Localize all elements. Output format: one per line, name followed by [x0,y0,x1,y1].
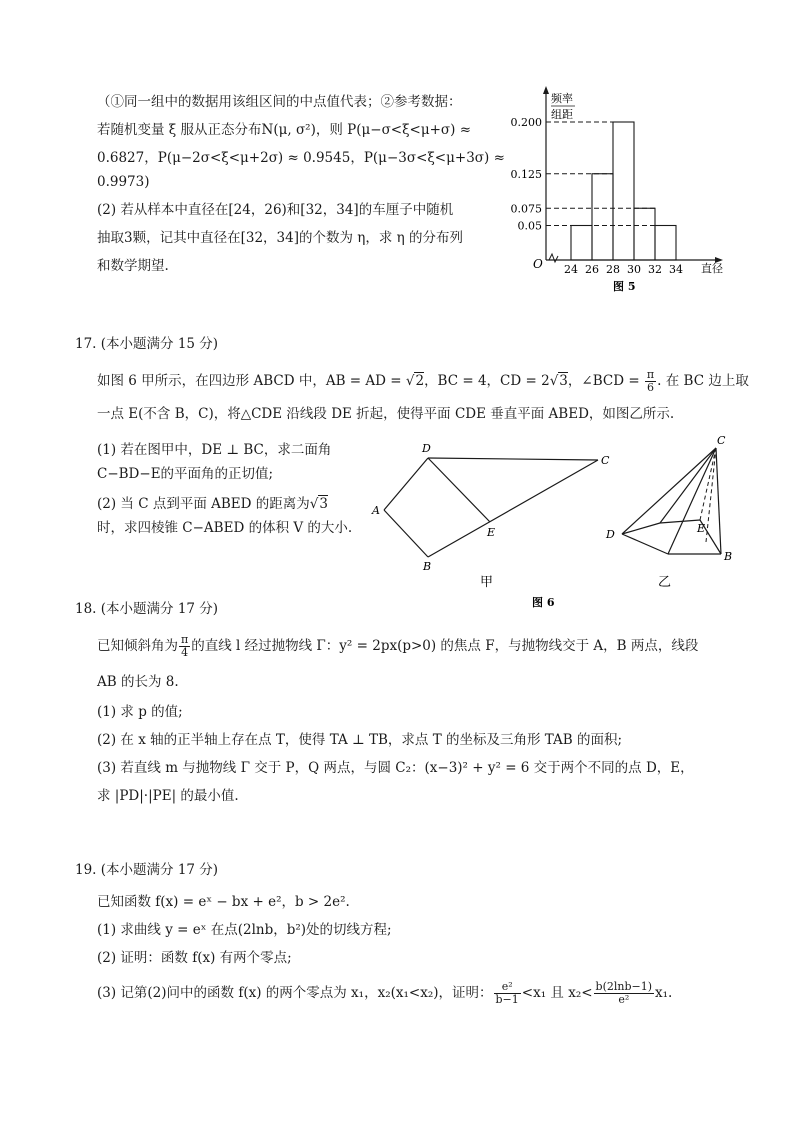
yi-caption: 乙 [658,575,672,590]
dashed-height [706,448,716,542]
y-axis-arrow [543,86,549,94]
q18-frac-den: 4 [181,646,189,659]
x-tick-label: 24 [564,263,578,276]
q19-part3-text-c: x₁. [655,985,673,1001]
q17-sqrt2: 2 [415,373,425,389]
origin-label: O [533,257,543,271]
q17-part1-line1: (1) 若在图甲中，DE ⊥ BC，求二面角 [97,442,332,458]
q19-frac2-num: b(2lnb−1) [595,980,653,993]
q19-frac2-den: e² [618,993,630,1006]
histogram-bar [592,174,613,260]
q18-text-a: 已知倾斜角为 [97,638,178,654]
q19-part2: (2) 证明：函数 f(x) 有两个零点; [97,950,292,966]
jia-label-D: D [422,442,431,455]
jia-label-E: E [487,526,496,539]
x-tick-label: 26 [585,263,599,276]
yi-label-D: D [606,528,615,541]
edge-BC [428,460,598,557]
q19-fraction-1 [494,981,521,1006]
q19-fraction-2 [594,981,654,1006]
q17-frac-den: 6 [647,381,655,394]
q18-statement-line1 [97,633,698,659]
q17-part2-text: (2) 当 C 点到平面 ABED 的距离为 [97,496,310,512]
histogram-bar [655,226,676,261]
q17-text-b: ，BC = 4，CD = 2 [424,373,550,389]
histogram-bar [634,208,655,260]
q18-frac-num: π [181,633,189,646]
yi-label-E: E [697,522,706,535]
q19-heading: 19. (本小题满分 17 分) [75,862,219,878]
q19-part1: (1) 求曲线 y = eˣ 在点(2lnb，b²)处的切线方程; [97,922,392,938]
x-tick-label: 34 [669,263,683,276]
x-tick-label: 32 [648,263,662,276]
y-tick-label: 0.075 [510,202,542,216]
jia-label-A: A [372,504,380,517]
q17-text-a: 如图 6 甲所示，在四边形 ABCD 中，AB = AD = [97,373,406,389]
edge-DC [428,458,598,460]
q18-text-b: 的直线 l 经过抛物线 Γ：y² = 2px(p>0) 的焦点 F，与抛物线交于 A，B 两点，线段 [191,638,699,654]
q19-statement: 已知函数 f(x) = eˣ − bx + e²，b > 2e². [97,894,350,910]
figure6-caption: 图 6 [532,596,555,609]
q18-part3-line1: (3) 若直线 m 与抛物线 Γ 交于 P，Q 两点，与圆 C₂：(x−3)² + y² = 6 交于两个不同的点 D，E， [97,760,694,776]
q17-sqrt3: 3 [559,373,568,389]
x-axis-label: 直径 [701,262,723,275]
q19-frac1-den: b−1 [495,993,519,1006]
q17-heading: 17. (本小题满分 15 分) [75,336,219,352]
q19-frac1-num: e² [494,981,521,994]
jia-label-C: C [601,454,610,467]
axis-break-mark [549,254,558,262]
edge-DB-front [622,534,668,554]
q18-part3-line2: 求 |PD|·|PE| 的最小值. [97,788,239,804]
q19-part3-text-b: <x₁ 且 x₂< [521,985,593,1001]
histogram-bar [613,122,634,260]
q16-note-line1: （①同一组中的数据用该组区间的中点值代表；②参考数据： [97,94,462,110]
q17-fraction-pi-6 [645,369,656,394]
edge-AE-yi [660,520,700,523]
jia-label-B: B [423,560,432,573]
y-label-top: 频率 [551,92,573,105]
q19-part3 [97,978,672,1008]
q16-note-line4: 0.9973) [97,174,150,190]
q16-part2-line3: 和数学期望. [97,258,169,274]
q18-part2: (2) 在 x 轴的正半轴上存在点 T，使得 TA ⊥ TB，求点 T 的坐标及三角形 TAB 的面积; [97,732,623,748]
q17-part2-line2: 时，求四棱锥 C−ABED 的体积 V 的大小. [97,520,353,536]
x-tick-label: 28 [606,263,620,276]
q17-part1-line2: C−BD−E的平面角的正切值; [97,466,274,482]
y-tick-label: 0.125 [510,167,542,181]
q18-heading: 18. (本小题满分 17 分) [75,601,219,617]
yi-label-C: C [717,434,726,447]
histogram-bar [571,226,592,261]
figure5-caption: 图 5 [613,280,636,293]
q16-part2-line2: 抽取3颗，记其中直径在[32，34]的个数为 η，求 η 的分布列 [97,230,464,246]
q17-frac-num: π [646,368,655,381]
y-tick-label: 0.200 [510,116,542,129]
q17-part2-line1: (2) 当 C 点到平面 ABED 的距离为√3 [97,496,328,512]
edge-DA [384,458,428,510]
q18-fraction-pi-4 [179,634,190,659]
q17-statement-line2: 一点 E(不含 B，C)，将△CDE 沿线段 DE 折起，使得平面 CDE 垂直平面 ABED，如图乙所示. [97,406,675,422]
edge-front-C [668,448,716,554]
q17-text-d: . 在 BC 边上取 [657,373,749,389]
edge-BC-yi [716,448,721,554]
q17-text-c: ，∠BCD = [567,373,644,389]
q18-statement-line2: AB 的长为 8. [97,674,179,690]
y-label-bottom: 组距 [551,108,573,121]
histogram-figure5 [505,82,735,297]
q17-statement-line1: 如图 6 甲所示，在四边形 ABCD 中，AB = AD = √2，BC = 4，CD = 2√3，∠BCD = $\frac{\pi}{6}$ . 在 BC 边上取 [97,368,749,394]
figure6-jia-quadrilateral [384,458,598,557]
y-tick-label: 0.05 [517,219,542,233]
edge-AB [384,510,428,557]
q19-part3-text-a: (3) 记第(2)问中的函数 f(x) 的两个零点为 x₁，x₂(x₁<x₂)，证明： [97,985,493,1001]
q17-part2-sqrt3: 3 [319,496,328,512]
q16-note-line2: 若随机变量 ξ 服从正态分布N(μ, σ²)，则 P(μ−σ<ξ<μ+σ) ≈ [97,122,472,138]
q18-part1: (1) 求 p 的值; [97,704,183,720]
yi-label-B: B [724,550,733,563]
q16-note-line3: 0.6827，P(μ−2σ<ξ<μ+2σ) ≈ 0.9545，P(μ−3σ<ξ<μ+3σ) ≈ [97,150,505,166]
q16-part2-line1: (2) 若从样本中直径在[24，26)和[32，34]的车厘子中随机 [97,202,454,218]
jia-caption: 甲 [480,575,494,590]
figure6 [360,430,760,615]
edge-DE [428,458,490,522]
x-tick-label: 30 [627,263,641,276]
